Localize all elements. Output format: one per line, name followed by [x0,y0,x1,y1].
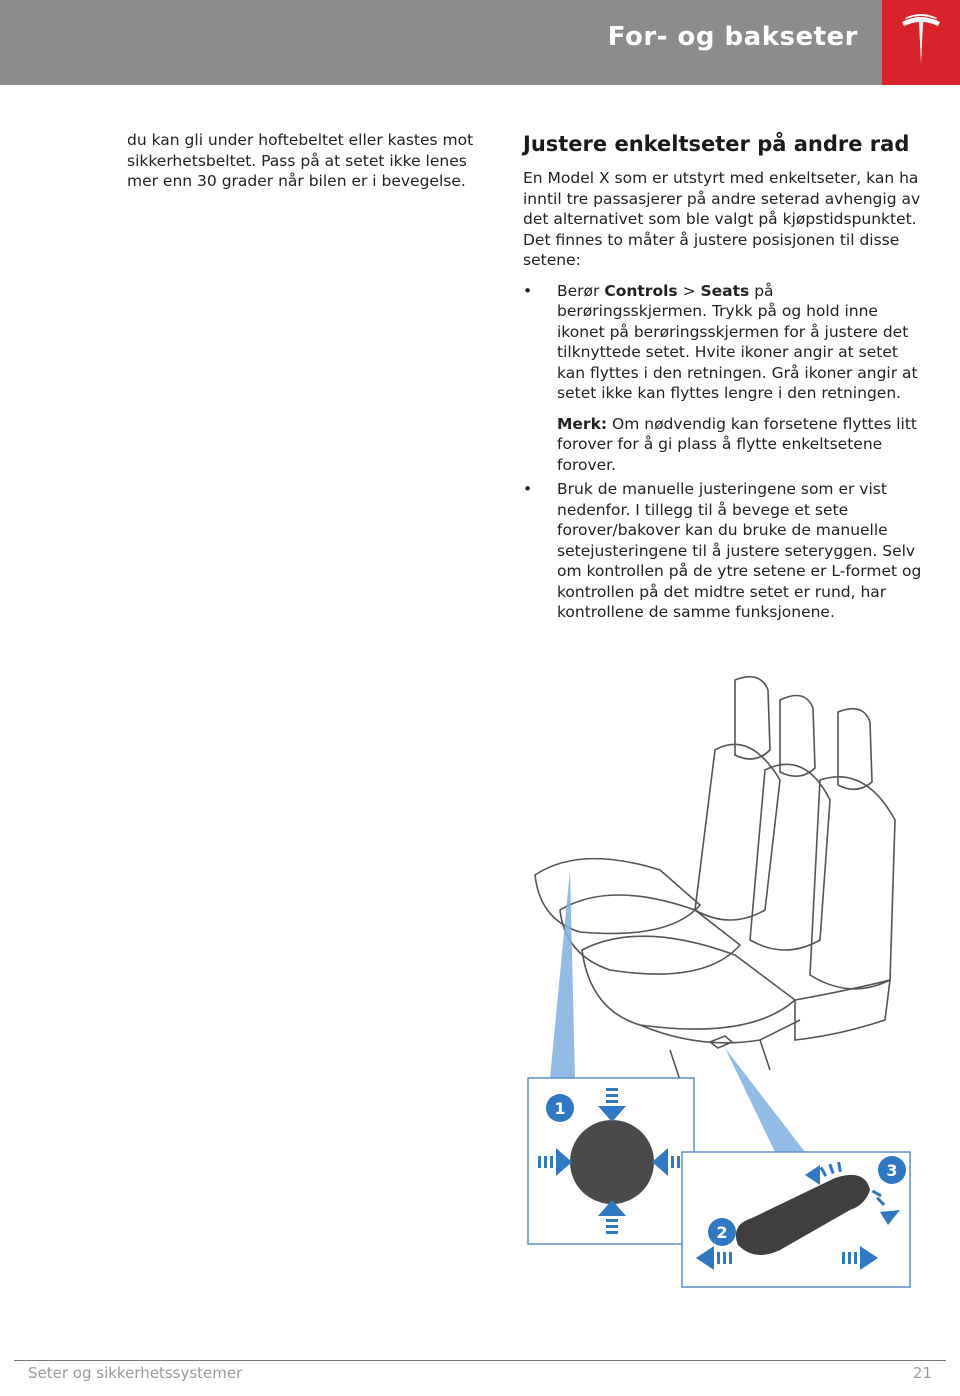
svg-text:2: 2 [716,1223,728,1242]
seats-label: Seats [700,281,750,300]
tesla-logo [882,0,960,85]
bullet-icon: • [523,281,533,300]
section-heading: Justere enkeltseter på andre rad [523,132,910,156]
round-control-icon [570,1120,654,1204]
page-title: For- og bakseter [607,22,858,52]
intro-paragraph: En Model X som er utstyrt med enkeltseter, kan ha inntil tre passasjerer på andre seterad avhengig av det alternativet som ble valgt på kjøpstidspunktet. Det finnes to måter å justere posisjonen til disse setene: [523,169,921,269]
callout-3 [878,1156,906,1184]
seat-adjustment-illustration [520,670,920,1295]
callout-wedge-1 [550,870,575,1078]
page-header [0,0,960,85]
footer-divider [14,1360,946,1361]
left-column [127,130,487,192]
callout-1 [546,1094,574,1122]
bullet-icon: • [523,480,533,498]
callout-wedge-2 [725,1048,805,1152]
right-column [523,130,923,627]
note-label: Merk: [557,414,608,433]
note: Merk: Om nødvendig kan forsetene flyttes litt forover for å gi plass å flytte enkeltsetene forover. [557,414,918,474]
instruction-list [523,281,923,623]
page-number: 21 [912,1364,932,1382]
controls-label: Controls [604,281,678,300]
tesla-logo-icon [902,17,940,64]
svg-text:3: 3 [886,1161,898,1180]
svg-text:1: 1 [554,1099,566,1118]
list-item: • Bruk de manuelle justeringene som er vist nedenfor. I tillegg til å bevege et sete forover/bakover kan du bruke de manuelle setejusteringene til å justere seteryggen. Selv om kontrollen på de ytre setene er L-formet og kontrollen på det midtre setet er rund, har kontrollene de samme funksjonene. [523,480,922,621]
list-item: • Berør Controls > Seats på berøringsskjermen. Trykk på og hold inne ikonet på berøringsskjermen for å justere det tilknyttede setet. Hvite ikoner angir at setet kan flyttes i den retningen. Grå ikoner angir at setet ikke kan flyttes lengre i den retningen. Merk: Om nødvendig kan forsetene flyttes litt forover for å gi plass å flytte enkeltsetene forover. [523,281,923,476]
callout-2 [708,1218,736,1246]
body-text: du kan gli under hoftebeltet eller kastes mot sikkerhetsbeltet. Pass på at setet ikke lenes mer enn 30 grader når bilen er i bevegelse. [127,131,474,190]
seat-drawing [535,677,895,1080]
footer-section: Seter og sikkerhetssystemer [28,1364,243,1382]
